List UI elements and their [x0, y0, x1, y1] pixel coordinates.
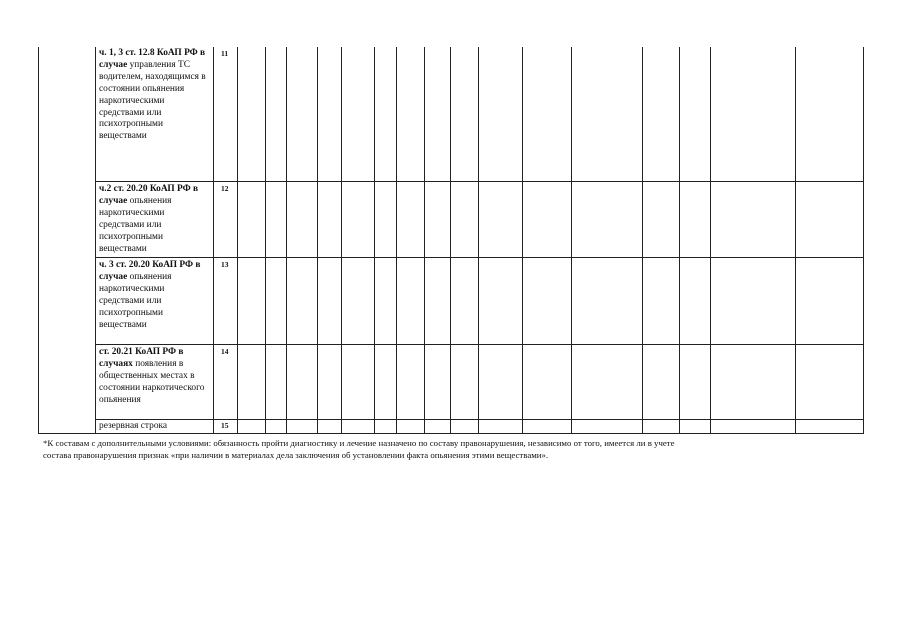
row-label-bold: ч. 3 ст. 20.20 КоАП РФ в случае	[99, 260, 201, 282]
row-label-text: опьянения наркотическими средствами или психотропными веществами	[99, 195, 172, 254]
column-divider	[863, 47, 864, 434]
table-row-label	[99, 260, 211, 331]
footnote-line: состава правонарушения признак «при наличии в материалах дела заключения об установлении факта опьянения этими веществами».	[43, 450, 549, 460]
table-row-label	[99, 184, 211, 255]
row-divider	[95, 257, 864, 258]
column-divider	[679, 47, 680, 434]
column-divider	[95, 47, 96, 434]
row-label-text: опьянения наркотическими средствами или психотропными веществами	[99, 271, 172, 330]
column-divider	[478, 47, 479, 434]
table-row-label	[99, 48, 211, 143]
row-number: 12	[221, 184, 229, 193]
column-divider	[374, 47, 375, 434]
column-divider	[213, 47, 214, 434]
row-number: 13	[221, 260, 229, 269]
table-row-label	[99, 347, 211, 407]
column-divider	[710, 47, 711, 434]
column-divider	[237, 47, 238, 434]
row-divider	[95, 181, 864, 182]
row-label-bold: ч. 1, 3 ст. 12.8 КоАП РФ в случае	[99, 48, 206, 70]
row-divider	[95, 344, 864, 345]
column-divider	[286, 47, 287, 434]
footnote	[43, 437, 861, 461]
table-bottom-border	[38, 433, 864, 434]
column-divider	[795, 47, 796, 434]
column-divider	[522, 47, 523, 434]
column-divider	[571, 47, 572, 434]
row-label-text: управления ТС водителем, находящимся в состоянии опьянения наркотическими средствами или психотропными веществами	[99, 59, 206, 142]
row-label-text: резервная строка	[99, 421, 168, 431]
column-divider	[642, 47, 643, 434]
column-divider	[265, 47, 266, 434]
row-label-bold: ст. 20.21 КоАП РФ в случаях	[99, 347, 184, 369]
row-number: 15	[221, 421, 229, 430]
column-divider	[38, 47, 39, 434]
column-divider	[450, 47, 451, 434]
column-divider	[424, 47, 425, 434]
column-divider	[317, 47, 318, 434]
row-number: 14	[221, 347, 229, 356]
table-row-label	[99, 421, 211, 433]
column-divider	[396, 47, 397, 434]
row-divider	[95, 419, 864, 420]
column-divider	[341, 47, 342, 434]
footnote-line: *К составам с дополнительными условиями: обязанность пройти диагностику и лечение назначено по составу правонарушения, независимо от того, имеется ли в учете	[43, 438, 675, 448]
row-label-bold: ч.2 ст. 20.20 КоАП РФ в случае	[99, 184, 199, 206]
row-number: 11	[221, 49, 229, 58]
row-label-text: появления в общественных местах в состоянии наркотического опьянения	[99, 358, 205, 405]
